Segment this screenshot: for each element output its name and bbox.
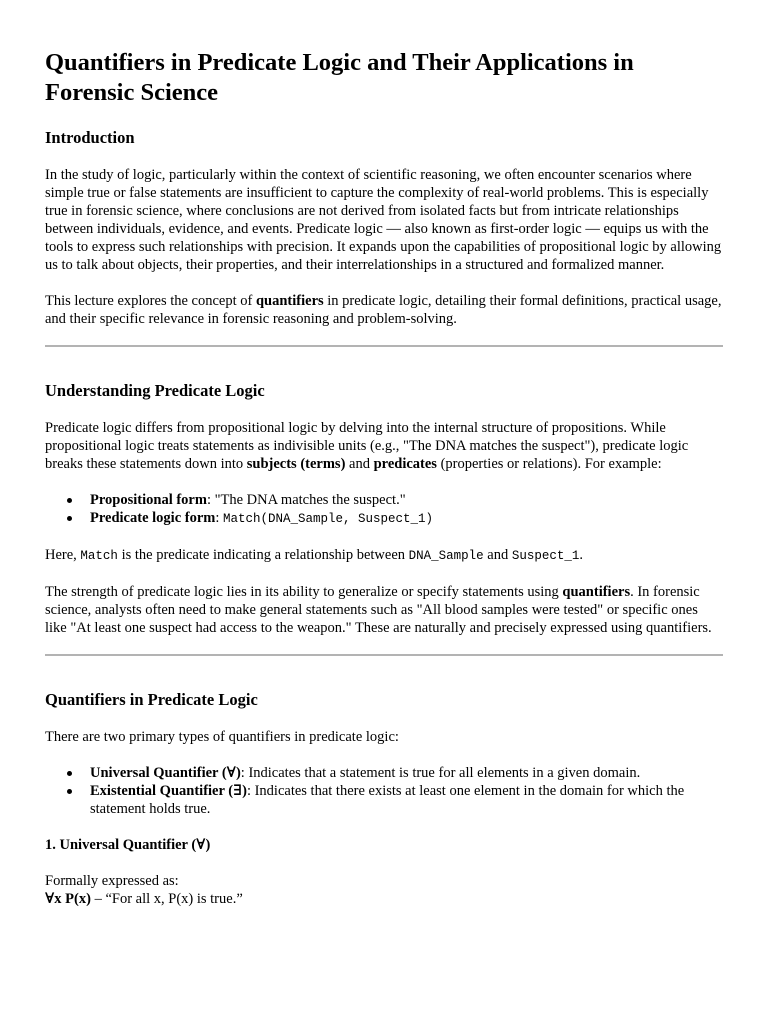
understanding-p1-subjects: subjects (terms) xyxy=(246,456,346,472)
understanding-p1-text-c: and xyxy=(345,456,374,472)
list-item-text: : "The DNA matches the suspect." xyxy=(206,492,406,508)
page-title: Quantifiers in Predicate Logic and Their Applications in Forensic Science xyxy=(45,49,634,106)
predicate-form-list xyxy=(45,491,723,528)
understanding-p3-text-c: . In forensic science, analysts often need to make general statements such as "All blood samples were tested" or specific ones like "At least one suspect had access to the weapon." These are naturally and precisely expressed using quantifiers. xyxy=(45,584,712,636)
list-item xyxy=(90,782,723,818)
understanding-p2-text-d: . xyxy=(579,547,583,563)
quantifiers-paragraph-1: There are two primary types of quantifiers in predicate logic: xyxy=(45,729,399,745)
understanding-paragraph-1 xyxy=(45,419,723,473)
understanding-p3-text-a: The strength of predicate logic lies in its ability to generalize or specify statements using xyxy=(45,584,563,600)
section-divider-2 xyxy=(45,654,723,656)
intro-p2-quantifiers: quantifiers xyxy=(255,293,324,309)
code-suspect: Suspect_1 xyxy=(511,549,580,563)
understanding-paragraph-2 xyxy=(45,546,723,565)
intro-paragraph-1: In the study of logic, particularly within the context of scientific reasoning, we often encounter scenarios where simple true or false statements are insufficient to capture the complexity of real-world problems. This is especially true in forensic science, where conclusions are not derived from isolated facts but from intricate relationships between individuals, evidence, and events. Predicate logic — also known as first-order logic — equips us with the tools to express such relationships with precision. It expands upon the capabilities of propositional logic by allowing us to talk about objects, their properties, and their interrelationships in a structured and formalized manner. xyxy=(45,167,722,273)
quantifier-types-list xyxy=(45,764,723,818)
list-item-code: Match(DNA_Sample, Suspect_1) xyxy=(223,512,434,526)
formal-expression-paragraph xyxy=(45,872,723,908)
list-item xyxy=(90,764,723,782)
code-match: Match xyxy=(80,549,118,563)
understanding-p2-text-c: and xyxy=(483,547,512,563)
quantifiers-heading: Quantifiers in Predicate Logic xyxy=(45,690,258,709)
list-item-label: Universal Quantifier (∀) xyxy=(90,765,241,781)
formula-bold: ∀x P(x) xyxy=(45,891,91,907)
introduction-heading: Introduction xyxy=(45,128,135,147)
section-divider-1 xyxy=(45,345,723,347)
understanding-p2-text-b: is the predicate indicating a relationship between xyxy=(117,547,409,563)
understanding-p2-text-a: Here, xyxy=(45,547,81,563)
formal-line: Formally expressed as: xyxy=(45,873,179,889)
list-item xyxy=(90,509,723,528)
understanding-p1-text-a: Predicate logic differs from propositional logic by delving into the internal structure of propositions. While propositional logic treats statements as indivisible units (e.g., "The DNA matches the suspect"), predicate logic breaks these statements down into xyxy=(45,420,689,472)
list-item-label: Existential Quantifier (∃) xyxy=(90,783,247,799)
formula-text: – “For all x, P(x) is true.” xyxy=(90,891,243,907)
intro-p2-text-c: in predicate logic, detailing their formal definitions, practical usage, and their specific relevance in forensic reasoning and problem-solving. xyxy=(45,293,722,327)
code-dna-sample: DNA_Sample xyxy=(408,549,484,563)
understanding-p1-text-e: (properties or relations). For example: xyxy=(436,456,662,472)
understanding-paragraph-3 xyxy=(45,583,723,637)
intro-p2-text-a: This lecture explores the concept of xyxy=(45,293,256,309)
list-item-text: : Indicates that there exists at least one element in the domain for which the statement holds true. xyxy=(90,783,685,817)
list-item-text: : Indicates that a statement is true for all elements in a given domain. xyxy=(240,765,641,781)
understanding-p1-predicates: predicates xyxy=(373,456,437,472)
list-item-separator: : xyxy=(215,510,224,526)
universal-quantifier-subheading: 1. Universal Quantifier (∀) xyxy=(45,837,211,853)
list-item-label: Predicate logic form xyxy=(90,510,216,526)
list-item xyxy=(90,491,723,509)
intro-paragraph-2 xyxy=(45,292,723,328)
understanding-heading: Understanding Predicate Logic xyxy=(45,381,265,400)
list-item-label: Propositional form xyxy=(90,492,207,508)
understanding-p3-quantifiers: quantifiers xyxy=(562,584,631,600)
